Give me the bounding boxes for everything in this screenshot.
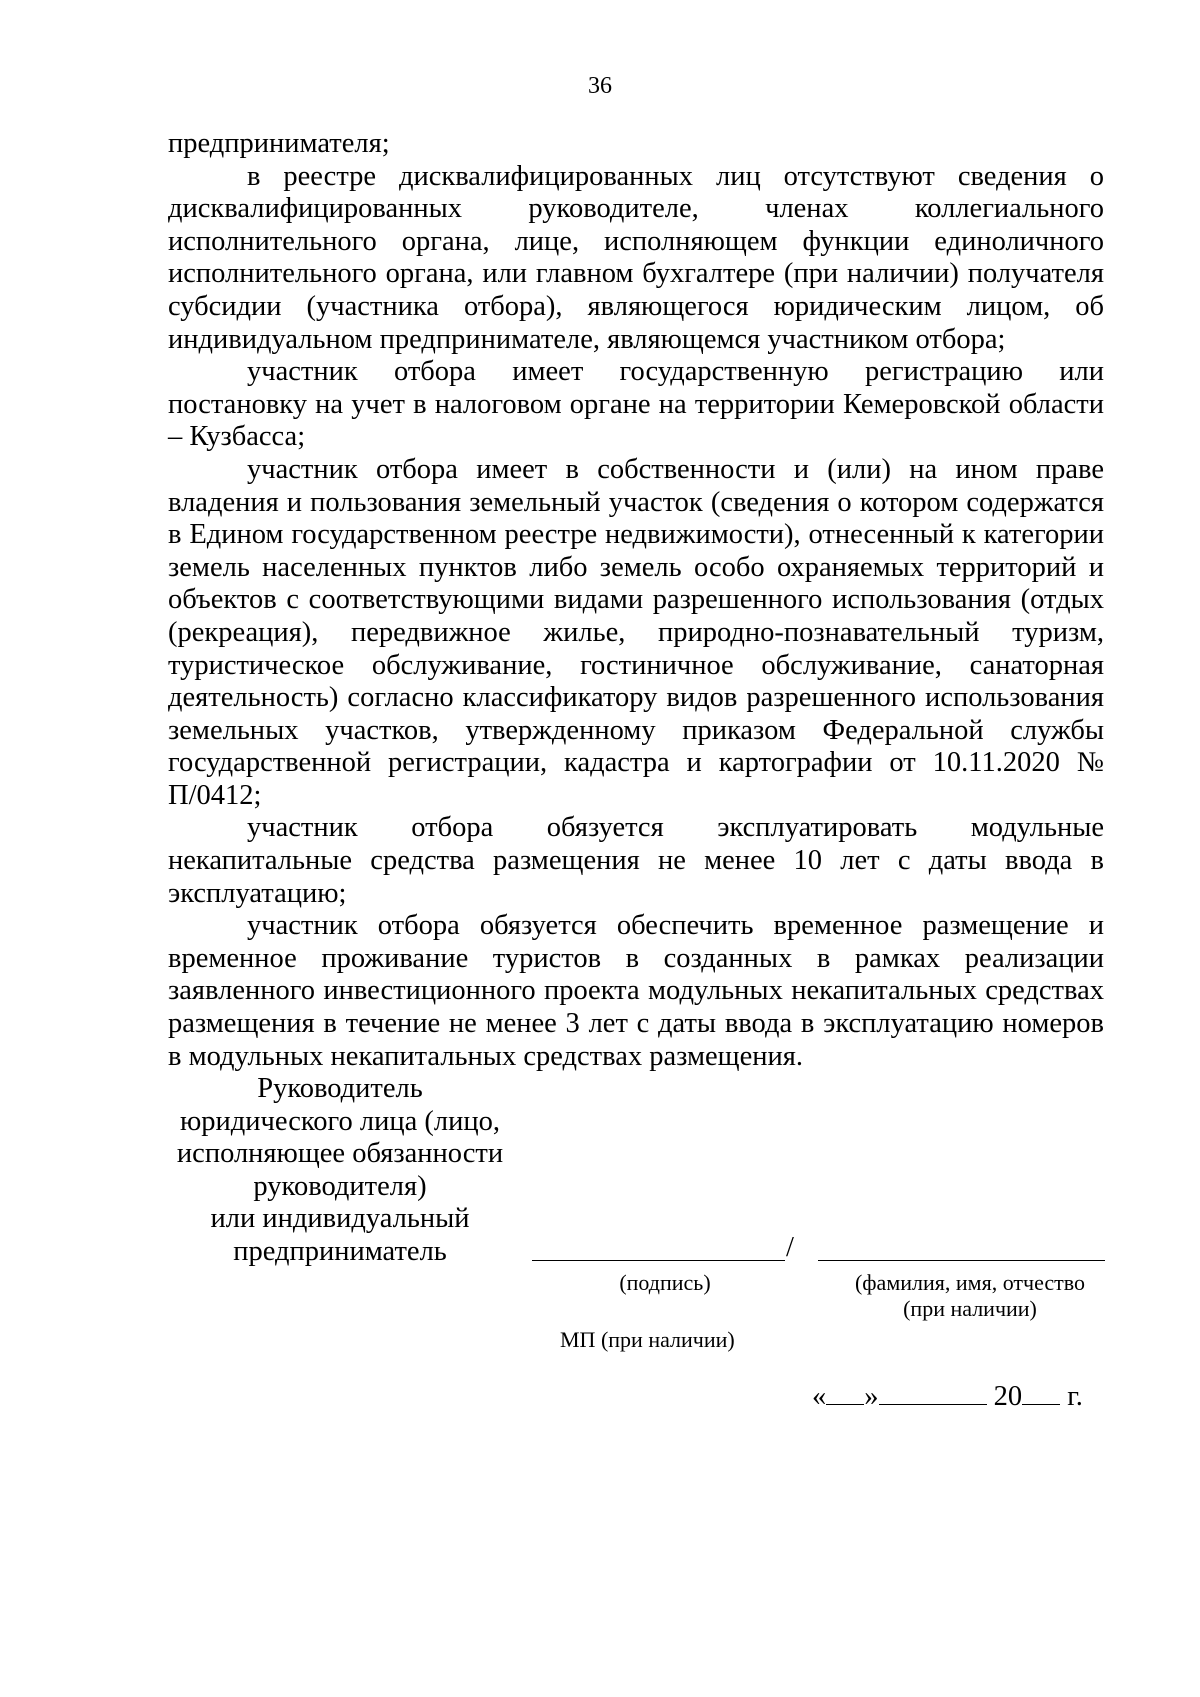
date-day-blank[interactable] [826,1382,864,1405]
signatory-role-line: Руководитель [257,1073,423,1104]
stamp-caption: МП (при наличии) [560,1327,735,1352]
paragraph: участник отбора обязуется эксплуатировать модульные некапитальные средства размещения не менее 10 лет с даты ввода в эксплуатацию; [168,812,1104,909]
signatory-role [150,1073,530,1269]
date-year-blank[interactable] [1022,1382,1060,1405]
date-month-blank[interactable] [879,1382,987,1405]
date-line [812,1381,1083,1413]
paragraph: участник отбора имеет государственную регистрацию или постановку на учет в налоговом органе на территории Кемеровской области – Кузбасса; [168,356,1104,453]
signatory-role-line: исполняющее обязанности [176,1138,504,1170]
signature-caption: (подпись) [619,1270,711,1295]
full-name-caption-line: (фамилия, имя, отчество [854,1270,1086,1295]
full-name-caption [820,1270,1120,1322]
page-number: 36 [588,73,612,99]
signature-line[interactable] [532,1260,785,1261]
signatory-role-line: руководителя) [253,1170,427,1202]
signature-separator: / [786,1232,794,1263]
paragraph: участник отбора обязуется обеспечить временное размещение и временное проживание туристов в созданных в рамках реализации заявленного инвестиционного проекта модульных некапитальных средствах размещения в течение не менее 3 лет с даты ввода в эксплуатацию номеров в модульных некапитальных средствах размещения. [168,910,1104,1072]
paragraph: участник отбора имеет в собственности и (или) на ином праве владения и пользования земельный участок (сведения о котором содержатся в Едином государственном реестре недвижимости), отнесенный к категории земель населенных пунктов либо земель особо охраняемых территорий и объектов с соответствующими видами разрешенного использования (отдых (рекреация), передвижное жилье, природно-познавательный туризм, туристическое обслуживание, гостиничное обслуживание, санаторная деятельность) согласно классификатору видов разрешенного использования земельных участков, утвержденному приказом Федеральной службы государственной регистрации, кадастра и картографии от 10.11.2020 № П/0412; [168,453,1104,811]
date-open-quote: « [812,1381,827,1412]
date-year-suffix: г. [1067,1381,1083,1412]
date-close-quote: » [864,1381,879,1412]
full-name-line[interactable] [818,1260,1105,1261]
full-name-caption-line: (при наличии) [903,1296,1037,1321]
signatory-role-line: или индивидуальный [210,1203,470,1235]
signatory-role-line: юридического лица (лицо, [180,1105,500,1137]
paragraph: в реестре дисквалифицированных лиц отсутствуют сведения о дисквалифицированных руководителе, членах коллегиального исполнительного органа, лице, исполняющем функции единоличного исполнительного органа, или главном бухгалтере (при наличии) получателя субсидии (участника отбора), являющегося юридическим лицом, об индивидуальном предпринимателе, являющемся участником отбора; [168,160,1104,355]
date-year-prefix: 20 [993,1381,1023,1412]
paragraph: предпринимателя; [168,128,390,159]
document-body [168,128,1104,1073]
signatory-role-line: предприниматель [233,1235,447,1267]
